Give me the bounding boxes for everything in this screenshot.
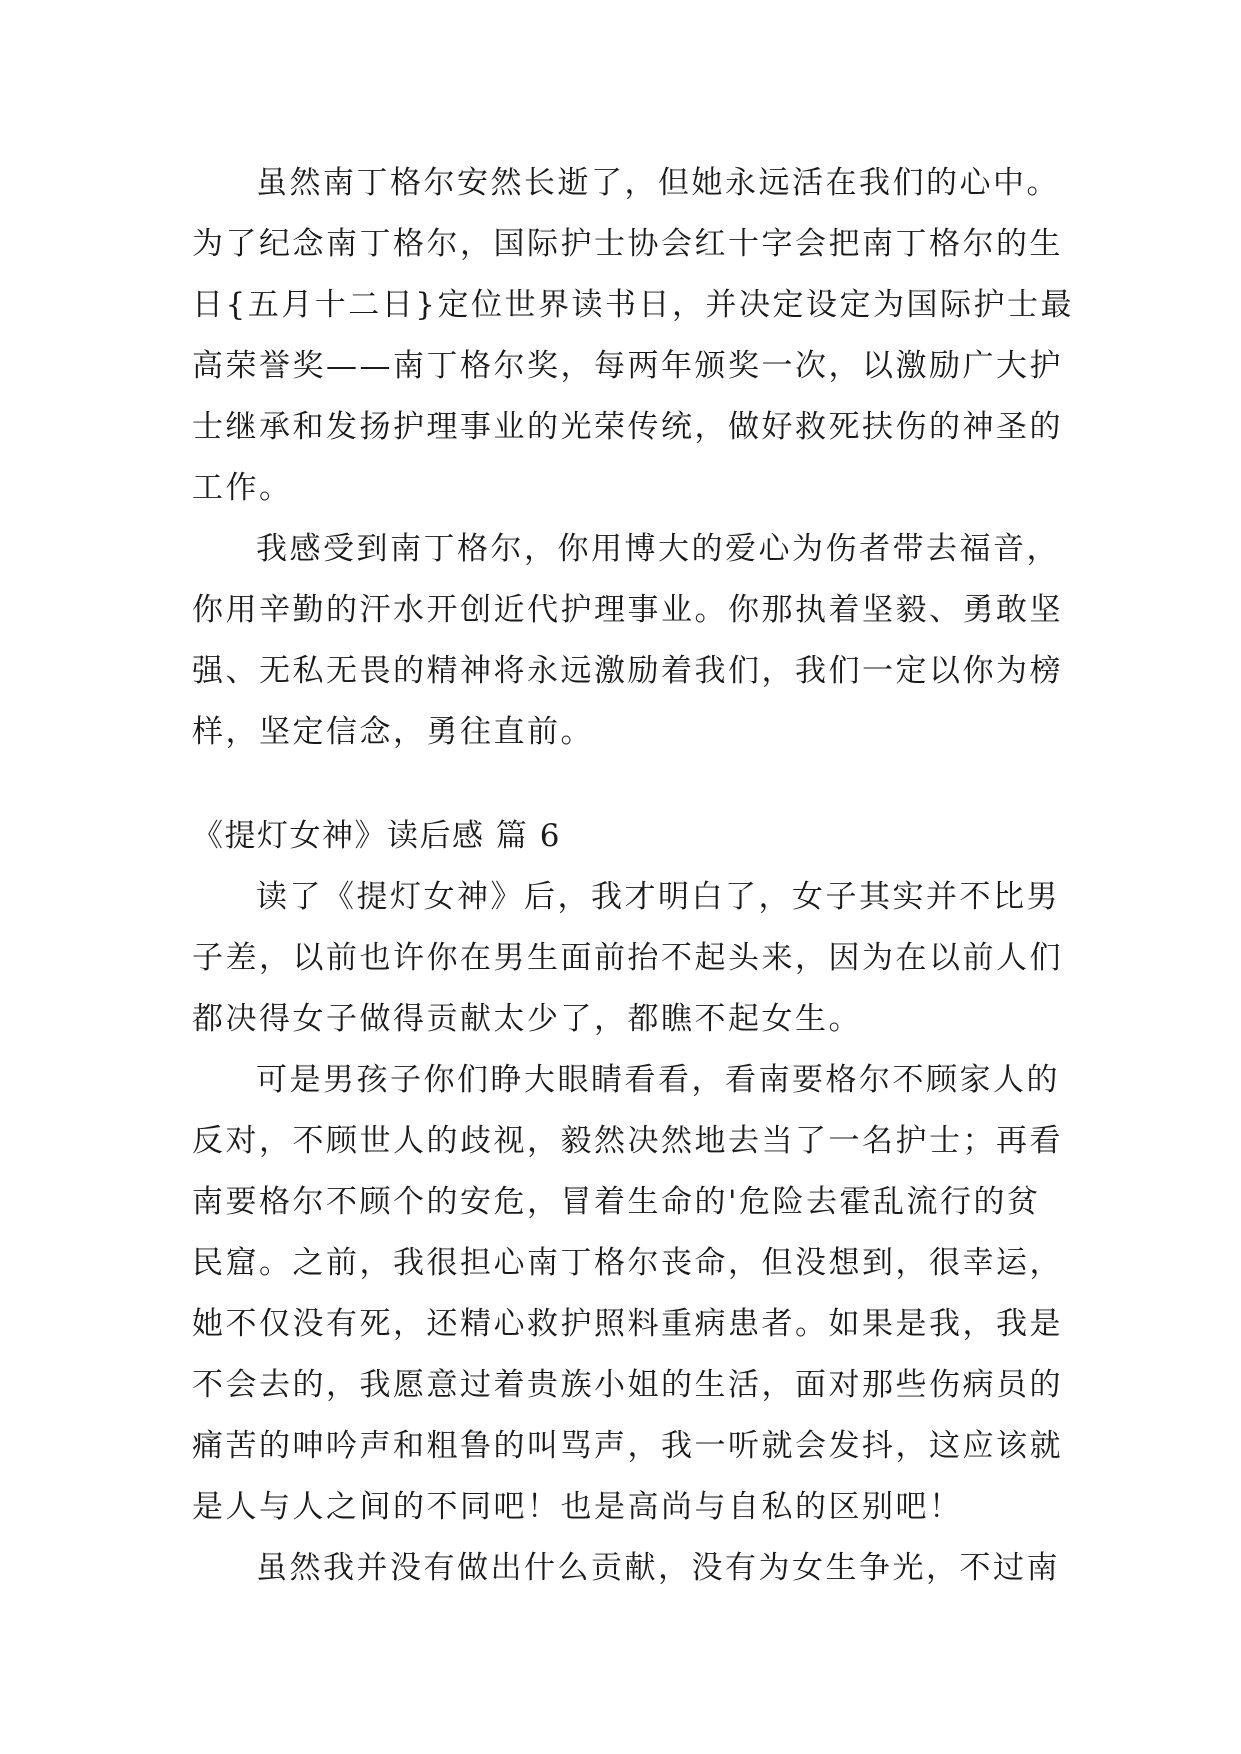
text-line: 不会去的，我愿意过着贵族小姐的生活，面对那些伤病员的 — [192, 1367, 1063, 1403]
text-line: 士继承和发扬护理事业的光荣传统，做好救死扶伤的神圣的 — [192, 409, 1063, 445]
text-line: 高荣誉奖——南丁格尔奖，每两年颁奖一次，以激励广大护 — [192, 348, 1063, 384]
text-line: 虽然南丁格尔安然长逝了，但她永远活在我们的心中。 — [256, 165, 1060, 201]
text-line: 子差，以前也许你在男生面前抬不起头来，因为在以前人们 — [192, 940, 1063, 976]
text-line: 都决得女子做得贡献太少了，都瞧不起女生。 — [192, 1001, 862, 1037]
text-line: 她不仅没有死，还精心救护照料重病患者。如果是我，我是 — [192, 1306, 1063, 1342]
text-line: 虽然我并没有做出什么贡献，没有为女生争光，不过南 — [256, 1550, 1060, 1586]
text-line: 民窟。之前，我很担心南丁格尔丧命，但没想到，很幸运， — [192, 1245, 1063, 1281]
text-line: 可是男孩子你们睁大眼睛看看，看南要格尔不顾家人的 — [256, 1062, 1060, 1098]
text-line: 南要格尔不顾个的安危，冒着生命的'危险去霍乱流行的贫 — [192, 1184, 1041, 1220]
text-line: 反对，不顾世人的歧视，毅然决然地去当了一名护士；再看 — [192, 1123, 1063, 1159]
text-line: 样，坚定信念，勇往直前。 — [192, 714, 594, 750]
text-line: 为了纪念南丁格尔，国际护士协会红十字会把南丁格尔的生 — [192, 226, 1063, 262]
text-line: 工作。 — [192, 470, 293, 506]
text-line: 你用辛勤的汗水开创近代护理事业。你那执着坚毅、勇敢坚 — [192, 592, 1063, 628]
text-line: 日{五月十二日}定位世界读书日，并决定设定为国际护士最 — [192, 287, 1074, 323]
text-line: 我感受到南丁格尔，你用博大的爱心为伤者带去福音， — [256, 531, 1060, 567]
text-line: 痛苦的呻吟声和粗鲁的叫骂声，我一听就会发抖，这应该就 — [192, 1428, 1063, 1464]
text-line: 是人与人之间的不同吧！也是高尚与自私的区别吧！ — [192, 1489, 963, 1525]
section-heading: 《提灯女神》读后感 篇 6 — [192, 818, 561, 854]
text-line: 强、无私无畏的精神将永远激励着我们，我们一定以你为榜 — [192, 653, 1063, 689]
text-line: 读了《提灯女神》后，我才明白了，女子其实并不比男 — [256, 879, 1060, 915]
